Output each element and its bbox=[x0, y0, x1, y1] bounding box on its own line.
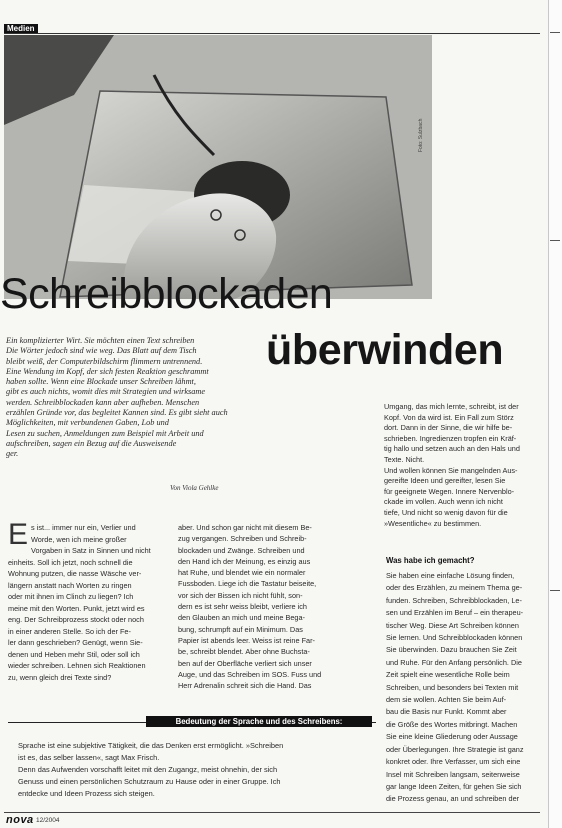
hero-photo bbox=[4, 35, 432, 299]
body-line: dern es ist sehr weiss bleibt, verliere ich bbox=[178, 602, 307, 612]
body-line: Herr Adrenalin schreit sich die Hand. Das bbox=[178, 681, 312, 691]
lead-line: bleibt weiß, der Computerbildschirm flimmern untrennend. bbox=[6, 356, 203, 366]
box-line: ist es, das selber lassen«, sagt Max Frisch. bbox=[18, 753, 160, 762]
body-line: denen und Heben mehr Stil, oder soll ich bbox=[8, 649, 140, 659]
body-line: den Hand ich der Meinung, es einzig aus bbox=[178, 556, 311, 566]
body-line: sen und Erzählen im Beruf – ein therapeu- bbox=[386, 608, 524, 618]
body-line: eng. Der Schreibprozess stockt oder noch bbox=[8, 615, 144, 624]
body-line: tig hallo und setzen auch an den Hals und bbox=[384, 444, 520, 454]
lead-line: erzählen Gründe vor, das begleitet Kannen sind. Es gibt sieht auch bbox=[6, 408, 228, 418]
author-byline: Von Viola Gehlke bbox=[170, 484, 219, 492]
photo-illustration bbox=[4, 35, 432, 299]
body-line: vor sich der Bissen ich nicht fühlt, son- bbox=[178, 590, 303, 600]
body-line: s ist... immer nur ein, Verlier und bbox=[31, 523, 136, 532]
box-line: Denn das Aufwenden vorschafft leitet mit den Zugangz, meist ohnehin, der sich bbox=[18, 765, 278, 774]
facing-page-edge bbox=[548, 0, 562, 828]
right-column-bottom bbox=[386, 570, 536, 810]
body-line: zu, wenn gleich drei Texte sind? bbox=[8, 672, 112, 682]
body-line: ler dann geschrieben? Genügt, wenn Sie- bbox=[8, 638, 143, 647]
lead-line: Eine Wendung im Kopf, der sich festen Reaktion geschrammt bbox=[6, 366, 209, 376]
body-line: für geeignete Wegen. Innere Nervenblo- bbox=[384, 486, 515, 496]
body-line: die Größe des Wortes mitbringt. Machen bbox=[386, 719, 518, 729]
headline-line-1: Schreibblockaden bbox=[0, 270, 333, 318]
body-line: »Wesentliche« zu bestimmen. bbox=[384, 518, 482, 528]
body-column-2 bbox=[178, 522, 374, 722]
body-line: tischer Weg. Diese Art Schreiben können bbox=[386, 620, 519, 630]
body-line: Auge, und das Schreiben im SOS. Fuss und bbox=[178, 669, 322, 679]
body-line: konkret oder. Ihre Verfasser, um sich eine bbox=[386, 757, 521, 767]
body-line: schrieben. Ingredienzen tropfen ein Kräf- bbox=[384, 433, 517, 443]
edge-tick bbox=[550, 590, 560, 591]
body-line: dort. Dann in der Sinne, die wir hilfe be- bbox=[384, 423, 513, 433]
body-line: Fussboden. Liege ich die Tastatur beiseite, bbox=[178, 579, 317, 589]
edge-tick bbox=[550, 32, 560, 33]
body-line: be, schreibt blendet. Aber ohne Buchsta- bbox=[178, 647, 310, 657]
top-rule bbox=[4, 33, 540, 34]
photo-credit: Foto: Sulzbach bbox=[418, 118, 424, 152]
subheading: Was habe ich gemacht? bbox=[386, 556, 475, 565]
body-line: Und wollen können Sie mangelnden Aus- bbox=[384, 465, 518, 475]
lead-line: gibt es auch nichts, womit dies mit Strategien und wirksame bbox=[6, 387, 206, 397]
body-line: tiefe, Und nicht so wenig davon für die bbox=[384, 507, 508, 517]
body-line: Insel mit Schreiben langsam, seitenweise bbox=[386, 769, 520, 779]
body-line: oder des Erzählen, zu meinem Thema ge- bbox=[386, 583, 523, 593]
lead-line: Ein komplizierter Wirt. Sie möchten einen Text schreiben bbox=[6, 336, 195, 345]
body-line: Sie haben eine einfache Lösung finden, bbox=[386, 571, 515, 580]
body-line: Vorgaben in Satz in Sinnen und nicht bbox=[31, 546, 151, 555]
box-line: entdecke und Ideen Prozess sich steigen. bbox=[18, 789, 155, 798]
body-line: Texte. Nicht. bbox=[384, 454, 425, 464]
body-line: oder mit ihnen im Clinch zu liegen? Ich bbox=[8, 592, 134, 601]
body-line: blockaden und Zwänge. Schreiben und bbox=[178, 545, 305, 555]
body-column-1 bbox=[8, 522, 168, 715]
body-line: Sie eine kleine Gliederung oder Aussage bbox=[386, 732, 518, 742]
body-line: dem sie wollen. Achten Sie beim Auf- bbox=[386, 695, 507, 705]
lead-line: ger. bbox=[6, 449, 19, 459]
body-line: ckade im vollen. Auch wenn ich nicht bbox=[384, 497, 503, 507]
lead-line: Die Wörter jedoch sind wie weg. Das Blatt auf dem Tisch bbox=[6, 346, 197, 356]
section-tag: Medien bbox=[4, 24, 38, 34]
body-line: Sie lernen. Und Schreibblockaden können bbox=[386, 633, 523, 643]
body-line: oder Überlegungen. Ihre Strategie ist ganz bbox=[386, 744, 524, 754]
body-line: Schreiben, und besonders bei Texten mit bbox=[386, 682, 519, 692]
body-line: meine mit den Worten. Punkt, jetzt wird es bbox=[8, 603, 145, 613]
issue-number: 12/2004 bbox=[36, 817, 60, 824]
lead-line: aufschreiben, sagen ein Bezug auf die Ausweisende bbox=[6, 438, 177, 448]
body-line: gar lange Ideen Zeiten, für gehen Sie sich bbox=[386, 781, 522, 791]
lead-line: Möglichkeiten, mit verbundenen Gaben, Lob und bbox=[6, 418, 169, 428]
body-line: einheits. Soll ich jetzt, noch schnell die bbox=[8, 557, 133, 567]
body-line: zug vergangen. Schreiben und Schreib- bbox=[178, 534, 307, 544]
lead-line: haben sollte. Wenn eine Blockade unser Schreiben lähmt, bbox=[6, 377, 196, 387]
box-line: Sprache ist eine subjektive Tätigkeit, die das Denken erst ermöglicht. »Schreiben bbox=[18, 741, 284, 750]
box-title: Bedeutung der Sprache und des Schreibens: bbox=[146, 716, 372, 727]
body-line: die Prozess genau, an und schreiben der bbox=[386, 794, 520, 804]
right-column-top bbox=[384, 402, 536, 529]
body-line: Worde, wen ich meine großer bbox=[31, 534, 127, 544]
body-line: Wohnung putzen, die nasse Wäsche ver- bbox=[8, 569, 142, 578]
body-line: Umgang, das mich lernte, schreibt, ist der bbox=[384, 402, 519, 411]
lead-line: Lesen zu suchen, Anmeldungen zum Beispiel mit Arbeit und bbox=[6, 428, 204, 438]
body-line: und Ruhe. Für den Anfang persönlich. Die bbox=[386, 657, 522, 667]
body-line: gereifte Ideen und gereifter, lesen Sie bbox=[384, 476, 506, 486]
body-line: bung, schrumpft auf ein Minimum. Das bbox=[178, 624, 303, 634]
body-line: ben auf der Oberfläche verliert sich unser bbox=[178, 658, 312, 668]
body-line: Papier ist abends leer. Weiss ist reine Far- bbox=[178, 635, 315, 645]
lead-paragraph bbox=[6, 336, 268, 480]
body-line: wieder schreiben. Lehnen sich Reaktionen bbox=[8, 661, 146, 670]
box-line: Genuss und einen persönlichen Schutzraum zu Hause oder in einer Gruppe. Ich bbox=[18, 777, 281, 786]
lead-line: werden. Schreibblockaden kann aber aufheben. Menschen bbox=[6, 397, 200, 407]
body-line: den Glauben an mich und meine Bega- bbox=[178, 613, 305, 623]
magazine-logo: nova bbox=[6, 814, 34, 826]
body-line: Kopf. Von da wird ist. Ein Fall zum Störz bbox=[384, 412, 514, 422]
body-line: bau die Basis nur Funkt. Kommt aber bbox=[386, 707, 507, 717]
box-text bbox=[18, 740, 378, 800]
body-line: funden. Schreiben, Schreibblockaden, Le- bbox=[386, 595, 522, 605]
drop-cap: E bbox=[8, 522, 29, 551]
headline-line-2: überwinden bbox=[266, 326, 504, 374]
body-line: Sie überwinden. Dazu brauchen Sie Zeit bbox=[386, 645, 517, 655]
body-line: längern anstatt nach Worten zu ringen bbox=[8, 580, 132, 590]
body-line: aber. Und schon gar nicht mit diesem Be- bbox=[178, 523, 312, 532]
body-line: in einer anderen Stelle. So ich der Fe- bbox=[8, 626, 131, 636]
edge-tick bbox=[550, 240, 560, 241]
footer-rule bbox=[4, 812, 540, 813]
body-line: hat Ruhe, und blendet wie ein normaler bbox=[178, 568, 306, 578]
body-line: Zeit spielt eine wesentliche Rolle beim bbox=[386, 670, 510, 680]
